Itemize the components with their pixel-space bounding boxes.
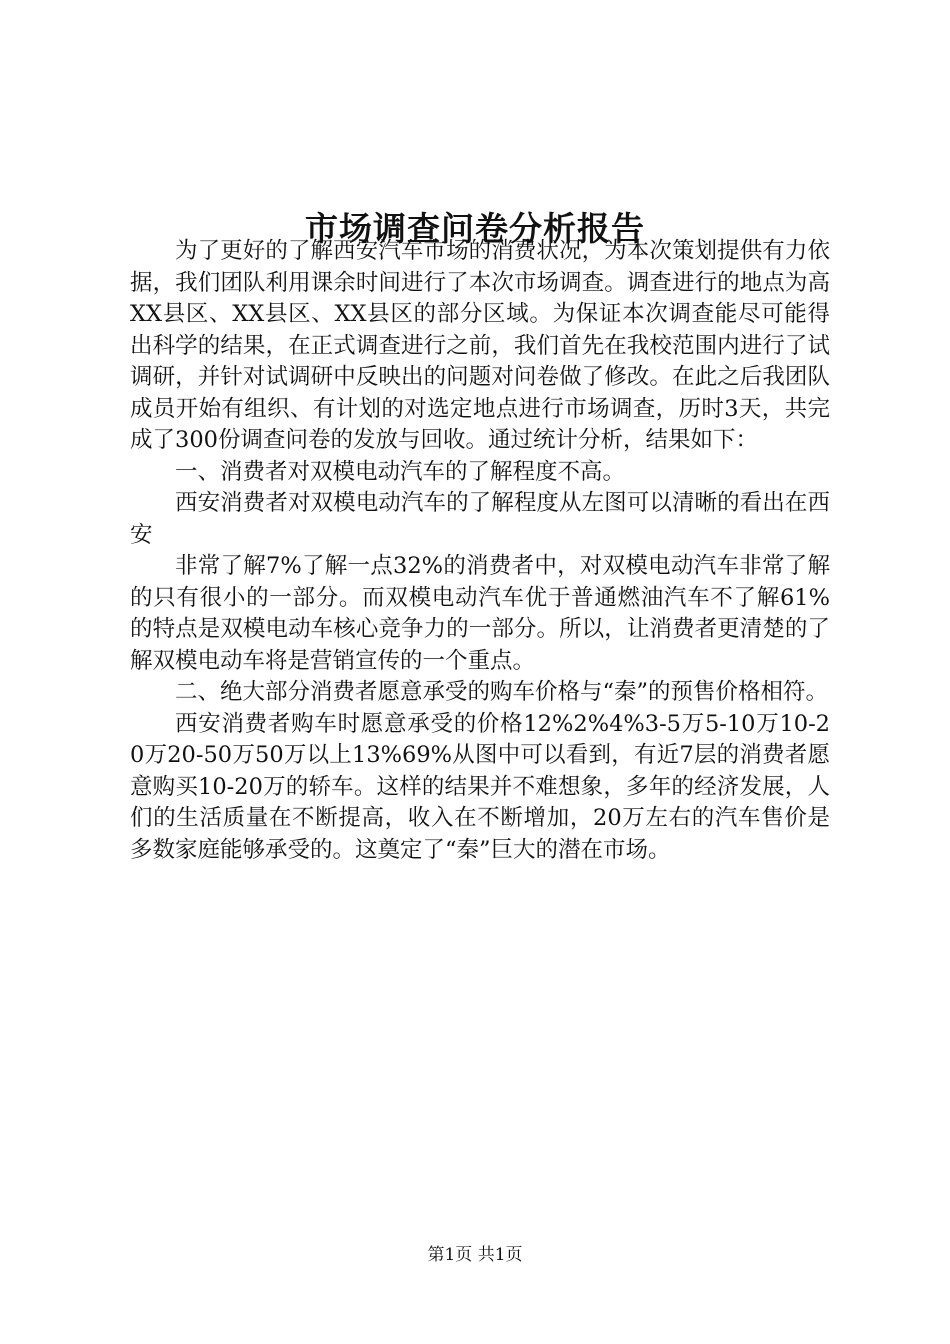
paragraph-awareness-intro: 西安消费者对双模电动汽车的了解程度从左图可以清晰的看出在西安 [130,490,830,548]
paragraph-awareness-detail: 非常了解7%了解一点32%的消费者中，对双模电动汽车非常了解的只有很小的一部分。而双模电动汽车优于普通燃油汽车不了解61%的特点是双模电动车核心竞争力的一部分。所以，让消费者更清楚的了解双模电动车将是营销宣传的一个重点。 [130,553,830,674]
paragraph-intro: 为了更好的了解西安汽车市场的消费状况，为本次策划提供有力依据，我们团队利用课余时间进行了本次市场调查。调查进行的地点为高XX县区、XX县区、XX县区的部分区域。为保证本次调查能尽可能得出科学的结果，在正式调查进行之前，我们首先在我校范围内进行了试调研，并针对试调研中反映出的问题对问卷做了修改。在此之后我团队成员开始有组织、有计划的对选定地点进行市场调查，历时3天，共完成了300份调查问卷的发放与回收。通过统计分析，结果如下： [130,238,830,453]
document-title: 市场调查问卷分析报告 [305,209,645,249]
section-heading-2: 二、绝大部分消费者愿意承受的购车价格与“秦”的预售价格相符。 [175,679,829,705]
document-body [130,236,830,866]
page-footer: 第1页 共1页 [427,1245,523,1265]
section-heading-1: 一、消费者对双模电动汽车的了解程度不高。 [175,458,626,485]
paragraph-price: 西安消费者购车时愿意承受的价格12%2%4%3-5万5-10万10-20万20-50万50万以上13%69%从图中可以看到，有近7层的消费者愿意购买10-20万的轿车。这样的结果并不难想象，多年的经济发展，人们的生活质量在不断提高，收入在不断增加，20万左右的汽车售价是多数家庭能够承受的。这奠定了“秦”巨大的潜在市场。 [130,710,830,863]
